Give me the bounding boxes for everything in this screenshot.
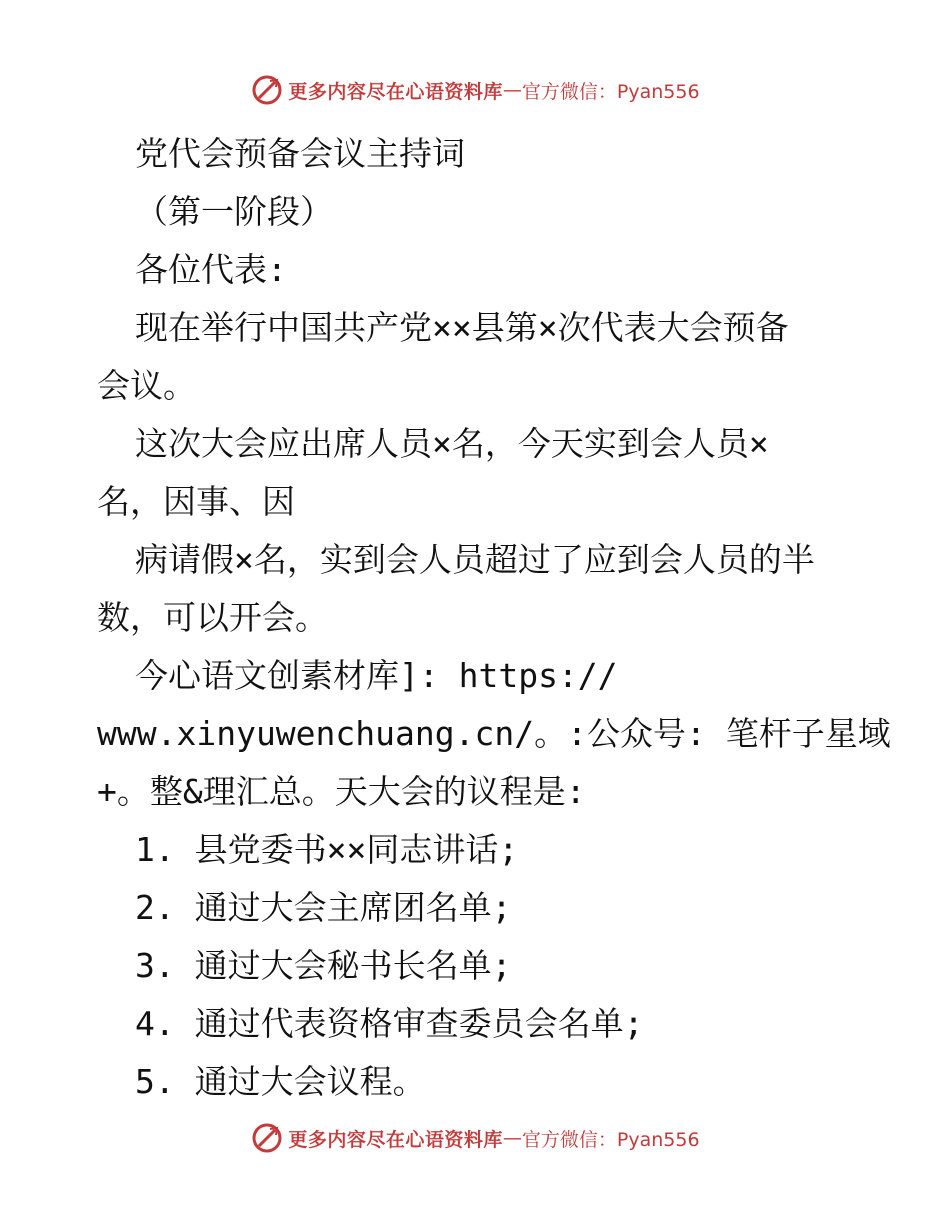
logo-icon (250, 1121, 284, 1155)
paragraph-line: +。整&理汇总。天大会的议程是: (97, 772, 586, 811)
watermark-dash: — (502, 79, 522, 101)
watermark-banner-top (0, 70, 950, 110)
watermark-sub-text: 官方微信：Pyan556 (521, 80, 700, 103)
document-subtitle: （第一阶段） (135, 192, 333, 231)
watermark-main-text: 更多内容尽在心语资料库 (288, 1128, 503, 1151)
paragraph-line: www.xinyuwenchuang.cn/。:公众号: 笔杆子星域 (97, 714, 891, 753)
document-body (97, 125, 891, 1111)
watermark-main-text: 更多内容尽在心语资料库 (288, 80, 503, 103)
agenda-item: 2. 通过大会主席团名单; (135, 888, 512, 927)
logo-icon (250, 73, 284, 107)
watermark-dash: — (502, 1127, 522, 1149)
agenda-item: 1. 县党委书××同志讲话; (135, 830, 519, 869)
agenda-item: 5. 通过大会议程。 (135, 1062, 426, 1101)
paragraph-line: 这次大会应出席人员×名，今天实到会人员× (135, 424, 769, 463)
paragraph-line: 会议。 (97, 366, 196, 405)
paragraph-line: 数，可以开会。 (97, 598, 328, 637)
paragraph-line: 病请假×名，实到会人员超过了应到会人员的半 (135, 540, 815, 579)
paragraph-line: 现在举行中国共产党××县第×次代表大会预备 (135, 308, 789, 347)
document-title: 党代会预备会议主持词 (135, 134, 465, 173)
watermark-banner-bottom (0, 1118, 950, 1158)
agenda-item: 3. 通过大会秘书长名单; (135, 946, 512, 985)
watermark-sub-text: 官方微信：Pyan556 (521, 1128, 700, 1151)
salutation: 各位代表: (135, 250, 287, 289)
agenda-item: 4. 通过代表资格审查委员会名单; (135, 1004, 644, 1043)
paragraph-line: 今心语文创素材库]: https:// (135, 656, 618, 695)
paragraph-line: 名，因事、因 (97, 482, 295, 521)
